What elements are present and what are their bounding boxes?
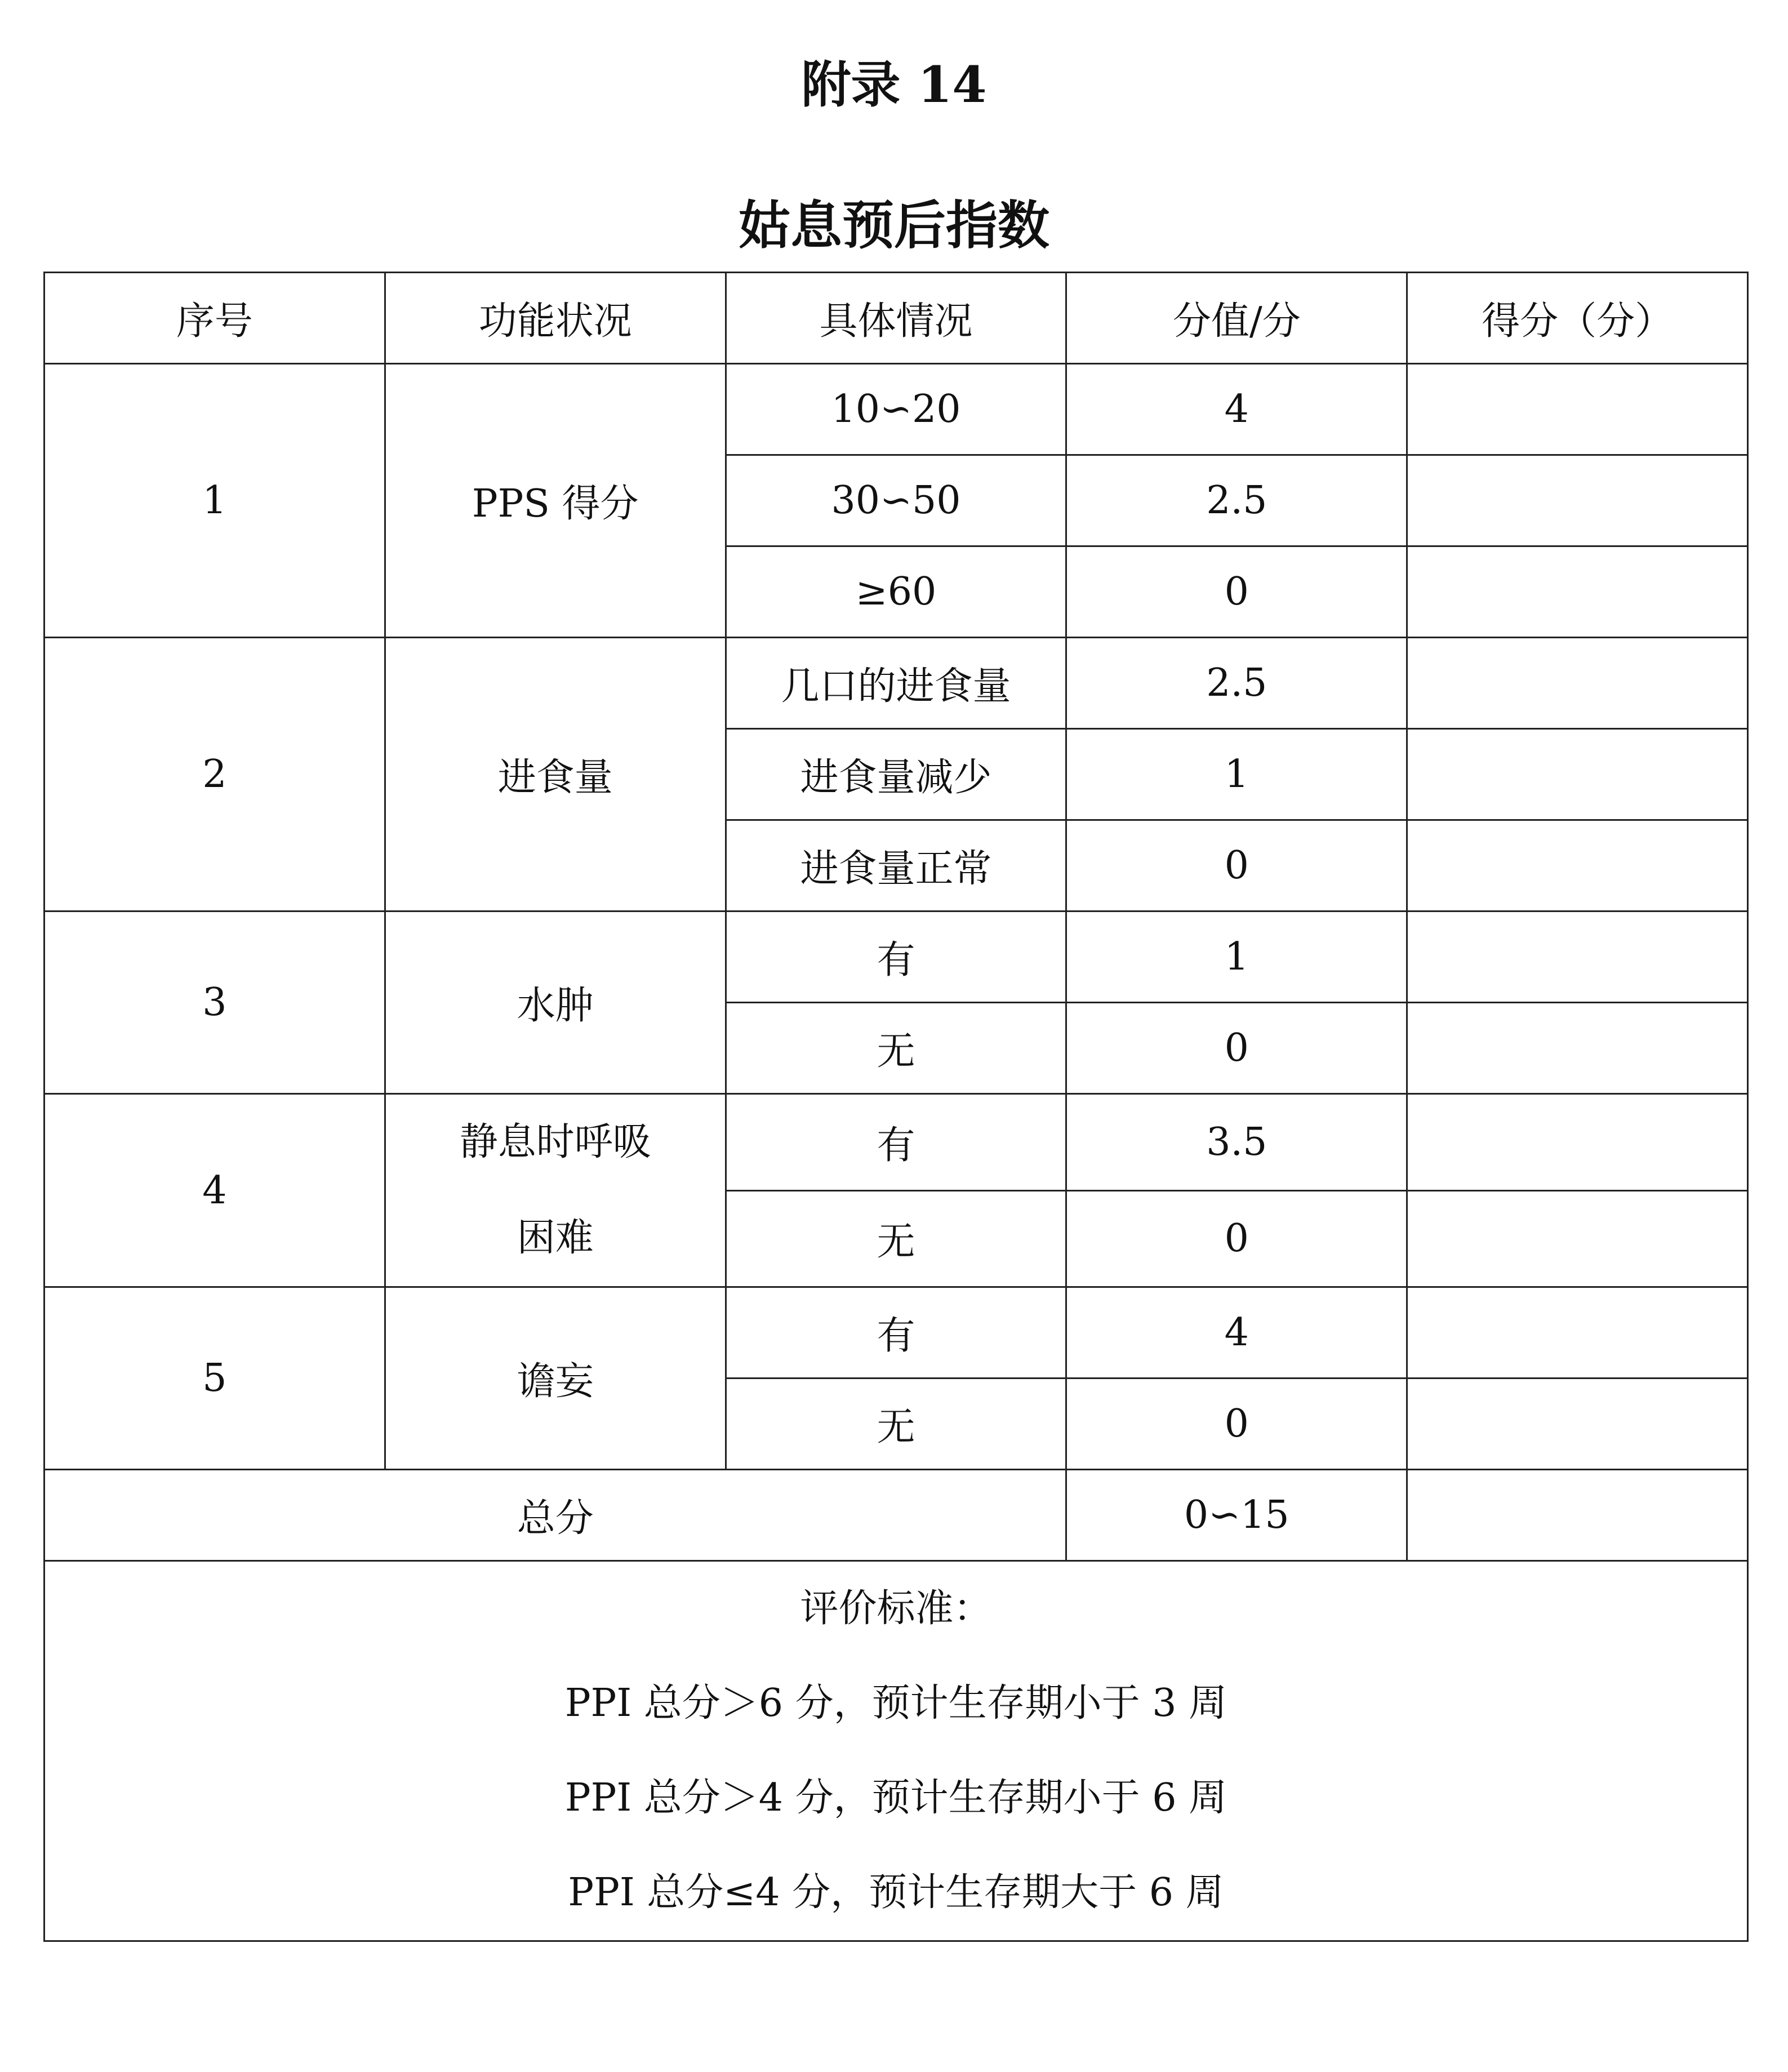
value-cell: 2.5 xyxy=(1066,638,1407,729)
total-label: 总分 xyxy=(45,1470,1066,1561)
header-value: 分值/分 xyxy=(1066,273,1407,364)
score-cell[interactable] xyxy=(1407,1190,1748,1287)
criteria-line: PPI 总分＞6 分，预计生存期小于 3 周 xyxy=(564,1681,1227,1726)
score-cell[interactable] xyxy=(1407,1003,1748,1094)
value-cell: 1 xyxy=(1066,911,1407,1003)
value-cell: 0 xyxy=(1066,1379,1407,1470)
table-row xyxy=(45,1094,1748,1191)
table-row xyxy=(45,1287,1748,1379)
score-cell[interactable] xyxy=(1407,1287,1748,1379)
group-function: 谵妄 xyxy=(385,1287,726,1470)
evaluation-criteria xyxy=(45,1561,1748,1941)
group-function: 进食量 xyxy=(385,638,726,911)
detail-cell: 进食量减少 xyxy=(726,729,1066,820)
appendix-label: 附录 14 xyxy=(801,55,987,114)
group-index: 2 xyxy=(45,638,385,911)
detail-cell: 有 xyxy=(726,911,1066,1003)
value-cell: 0 xyxy=(1066,1003,1407,1094)
header-index: 序号 xyxy=(45,273,385,364)
group-index: 1 xyxy=(45,364,385,638)
total-value: 0∽15 xyxy=(1066,1470,1407,1561)
value-cell: 4 xyxy=(1066,1287,1407,1379)
total-score-cell[interactable] xyxy=(1407,1470,1748,1561)
score-cell[interactable] xyxy=(1407,638,1748,729)
group-function-line: 静息时呼吸 xyxy=(459,1120,651,1164)
group-index: 5 xyxy=(45,1287,385,1470)
value-cell: 2.5 xyxy=(1066,455,1407,546)
table-row xyxy=(45,638,1748,729)
score-cell[interactable] xyxy=(1407,455,1748,546)
detail-cell: ≥60 xyxy=(726,546,1066,638)
score-cell[interactable] xyxy=(1407,729,1748,820)
value-cell: 0 xyxy=(1066,546,1407,638)
header-function: 功能状况 xyxy=(385,273,726,364)
total-row xyxy=(45,1470,1748,1561)
detail-cell: 无 xyxy=(726,1379,1066,1470)
table-row xyxy=(45,911,1748,1003)
group-function xyxy=(385,1094,726,1287)
detail-cell: 几口的进食量 xyxy=(726,638,1066,729)
criteria-line: PPI 总分≤4 分，预计生存期大于 6 周 xyxy=(568,1870,1224,1915)
value-cell: 1 xyxy=(1066,729,1407,820)
detail-cell: 无 xyxy=(726,1190,1066,1287)
group-index: 3 xyxy=(45,911,385,1094)
detail-cell: 进食量正常 xyxy=(726,820,1066,911)
criteria-line: PPI 总分＞4 分，预计生存期小于 6 周 xyxy=(564,1776,1227,1820)
group-index: 4 xyxy=(45,1094,385,1287)
group-function: 水肿 xyxy=(385,911,726,1094)
group-function-line: 困难 xyxy=(517,1216,594,1260)
detail-cell: 无 xyxy=(726,1003,1066,1094)
header-row xyxy=(45,273,1748,364)
detail-cell: 有 xyxy=(726,1094,1066,1191)
score-cell[interactable] xyxy=(1407,820,1748,911)
value-cell: 0 xyxy=(1066,820,1407,911)
detail-cell: 30∽50 xyxy=(726,455,1066,546)
group-function: PPS 得分 xyxy=(385,364,726,638)
criteria-row xyxy=(45,1561,1748,1941)
palliative-prognostic-index-table xyxy=(43,272,1749,1942)
header-detail: 具体情况 xyxy=(726,273,1066,364)
score-cell[interactable] xyxy=(1407,911,1748,1003)
header-score: 得分（分） xyxy=(1407,273,1748,364)
value-cell: 0 xyxy=(1066,1190,1407,1287)
table-row xyxy=(45,364,1748,455)
criteria-heading: 评价标准： xyxy=(800,1586,992,1631)
page-title: 姑息预后指数 xyxy=(738,195,1049,256)
detail-cell: 有 xyxy=(726,1287,1066,1379)
value-cell: 4 xyxy=(1066,364,1407,455)
detail-cell: 10∽20 xyxy=(726,364,1066,455)
score-cell[interactable] xyxy=(1407,546,1748,638)
value-cell: 3.5 xyxy=(1066,1094,1407,1191)
score-cell[interactable] xyxy=(1407,364,1748,455)
score-cell[interactable] xyxy=(1407,1379,1748,1470)
score-cell[interactable] xyxy=(1407,1094,1748,1191)
